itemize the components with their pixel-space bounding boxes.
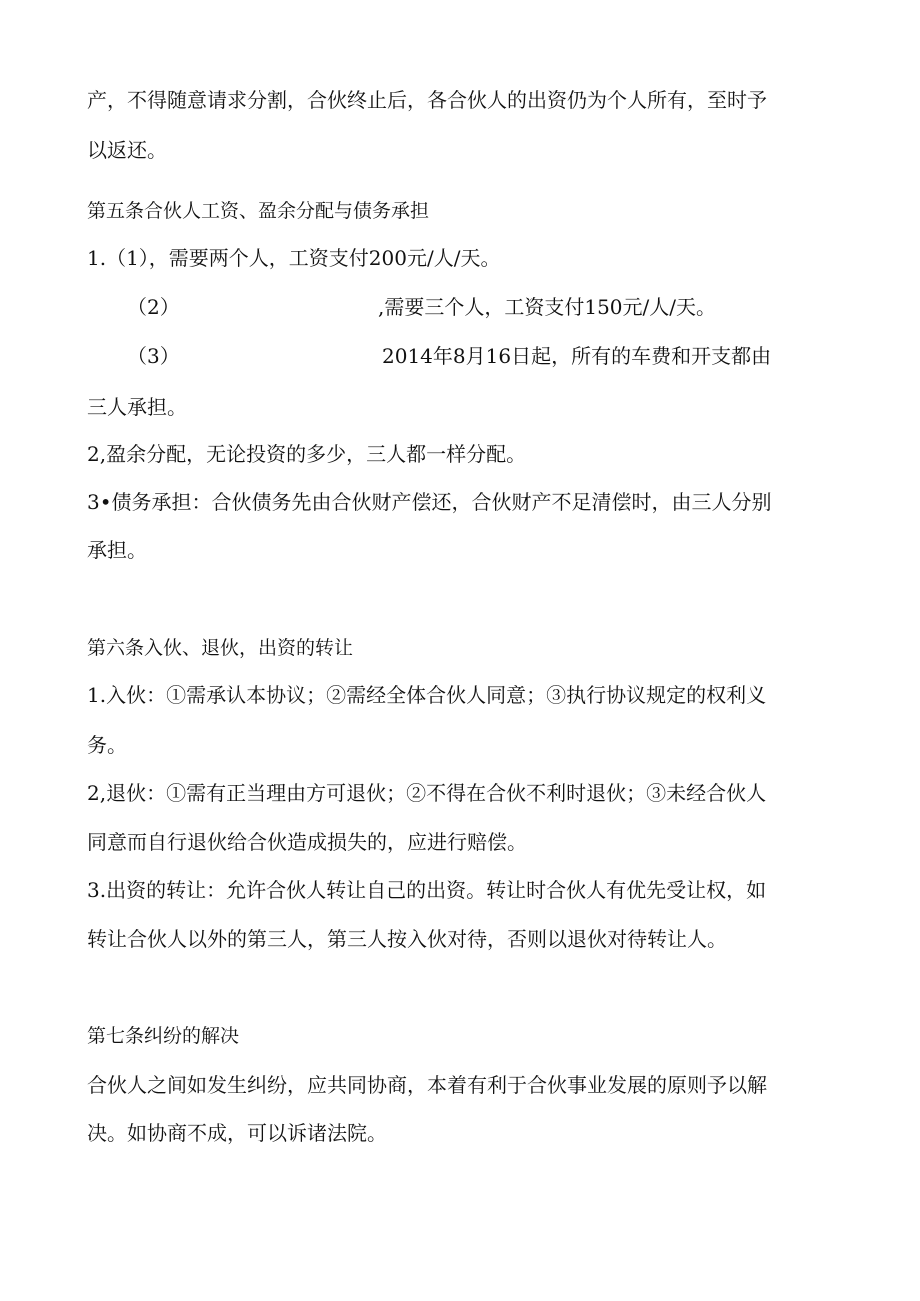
article-6-item-1-line-2: 务。 (87, 733, 127, 757)
article-5-item-1-2-text: ,需要三个人，工资支付150元/人/天。 (378, 295, 717, 319)
article-6-heading: 第六条入伙、退伙，出资的转让 (87, 637, 354, 659)
article-5-item-3-line-2: 承担。 (87, 538, 147, 562)
article-7-line-1: 合伙人之间如发生纠纷，应共同协商，本着有利于合伙事业发展的原则予以解 (87, 1073, 767, 1097)
article-5-item-1-1: 1.（1），需要两个人，工资支付200元/人/天。 (87, 246, 501, 270)
article-5-item-1-3-continued: 三人承担。 (87, 395, 187, 419)
intro-line-1: 产，不得随意请求分割，合伙终止后，各合伙人的出资仍为个人所有，至时予 (87, 88, 767, 112)
article-6-item-3-line-2: 转让合伙人以外的第三人，第三人按入伙对待，否则以退伙对待转让人。 (87, 927, 727, 951)
article-7-line-2: 决。如协商不成，可以诉诸法院。 (87, 1121, 387, 1145)
article-6-item-1-line-1: 1.入伙：①需承认本协议；②需经全体合伙人同意；③执行协议规定的权利义 (87, 683, 767, 707)
article-5-item-1-3-text: 2014年8月16日起，所有的车费和开支都由 (382, 344, 772, 368)
article-5-item-2: 2,盈余分配，无论投资的多少，三人都一样分配。 (87, 442, 527, 466)
article-6-item-2-line-2: 同意而自行退伙给合伙造成损失的，应进行赔偿。 (87, 830, 527, 854)
article-5-heading: 第五条合伙人工资、盈余分配与债务承担 (87, 200, 430, 222)
article-6-item-2-line-1: 2,退伙：①需有正当理由方可退伙；②不得在合伙不利时退伙；③未经合伙人 (87, 781, 767, 805)
article-7-heading: 第七条纠纷的解决 (87, 1025, 240, 1047)
article-5-item-3-line-1: 3•债务承担：合伙债务先由合伙财产偿还，合伙财产不足清偿时，由三人分别 (87, 490, 772, 514)
article-6-item-3-line-1: 3.出资的转让：允许合伙人转让自己的出资。转让时合伙人有优先受让权，如 (87, 878, 767, 902)
article-5-item-1-2-number: （2） (127, 295, 180, 319)
article-5-item-1-3-number: （3） (127, 344, 180, 368)
intro-line-2: 以返还。 (87, 138, 167, 162)
